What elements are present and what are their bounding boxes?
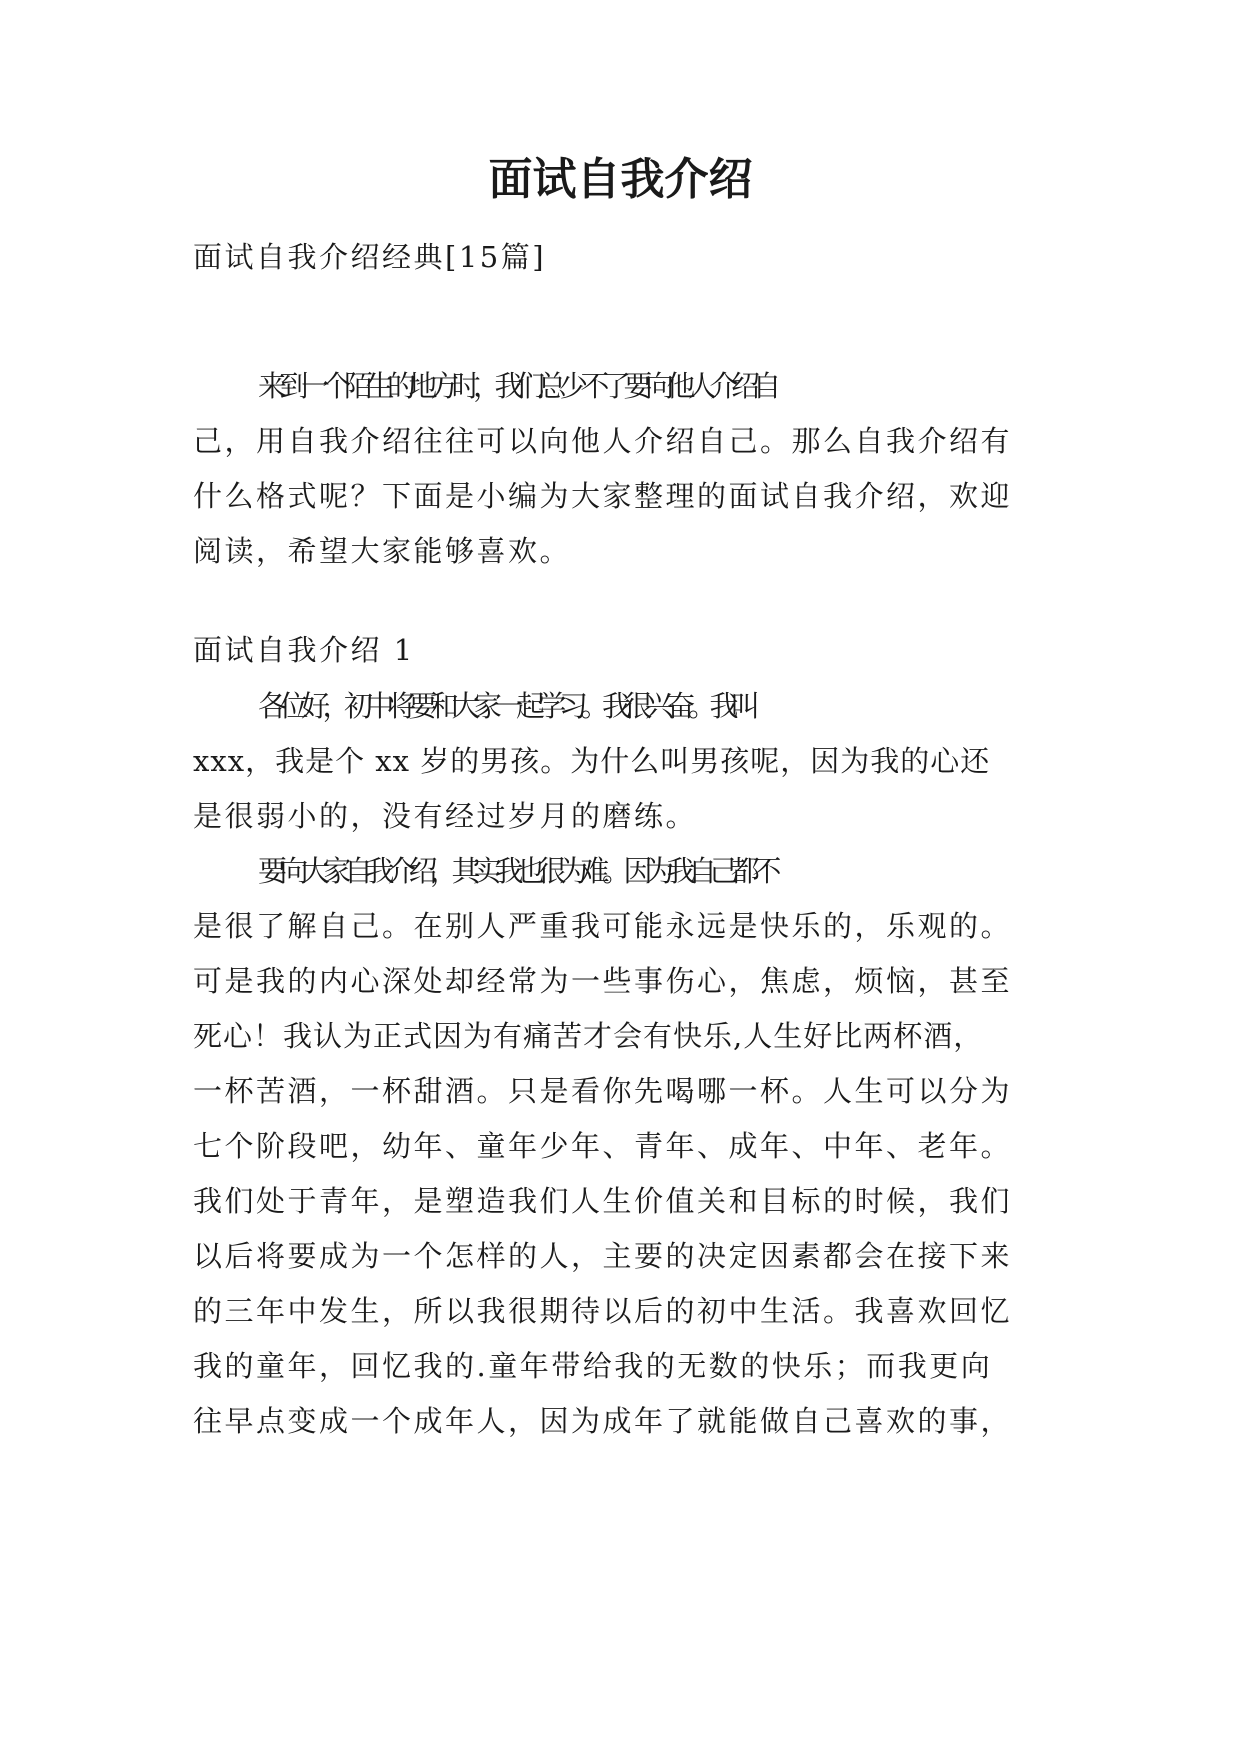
document-title: 面试自我介绍 [488, 154, 753, 205]
paragraph-line: 七个阶段吧，幼年、童年少年、青年、成年、中年、老年。 [193, 1129, 1013, 1163]
paragraph-line: 死心！我认为正式因为有痛苦才会有快乐,人生好比两杯酒， [193, 1019, 984, 1053]
paragraph-line: 我的童年，回忆我的.童年带给我的无数的快乐；而我更向 [193, 1349, 993, 1383]
paragraph-line: 的三年中发生，所以我很期待以后的初中生活。我喜欢回忆 [193, 1294, 1013, 1328]
paragraph-line: 要向大家自我介绍，其实我也很为难。因为我自己都不 [258, 854, 775, 888]
paragraph-line: 各位好，初中将要和大家一起学习。我很兴奋。我叫 [258, 689, 753, 723]
intro-line: 来到一个陌生的地方时，我们总少不了要向他人介绍自 [258, 369, 775, 403]
paragraph-line: 往早点变成一个成年人，因为成年了就能做自己喜欢的事， [193, 1404, 1013, 1438]
paragraph-line: 以后将要成为一个怎样的人，主要的决定因素都会在接下来 [193, 1239, 1013, 1273]
intro-line: 己，用自我介绍往往可以向他人介绍自己。那么自我介绍有 [193, 424, 1013, 458]
paragraph-line: 一杯苦酒，一杯甜酒。只是看你先喝哪一杯。人生可以分为 [193, 1074, 1013, 1108]
intro-line: 什么格式呢？下面是小编为大家整理的面试自我介绍，欢迎 [193, 479, 1013, 513]
paragraph-line: 是很了解自己。在别人严重我可能永远是快乐的，乐观的。 [193, 909, 1013, 943]
paragraph-line: 我们处于青年，是塑造我们人生价值关和目标的时候，我们 [193, 1184, 1013, 1218]
paragraph-line: 是很弱小的，没有经过岁月的磨练。 [193, 799, 698, 833]
document-subtitle: 面试自我介绍经典[15篇] [193, 240, 547, 274]
paragraph-line: xxx，我是个 xx 岁的男孩。为什么叫男孩呢，因为我的心还 [193, 744, 991, 778]
section-heading: 面试自我介绍 1 [193, 633, 415, 667]
paragraph-line: 可是我的内心深处却经常为一些事伤心，焦虑，烦恼，甚至 [193, 964, 1013, 998]
intro-line: 阅读，希望大家能够喜欢。 [193, 534, 572, 568]
